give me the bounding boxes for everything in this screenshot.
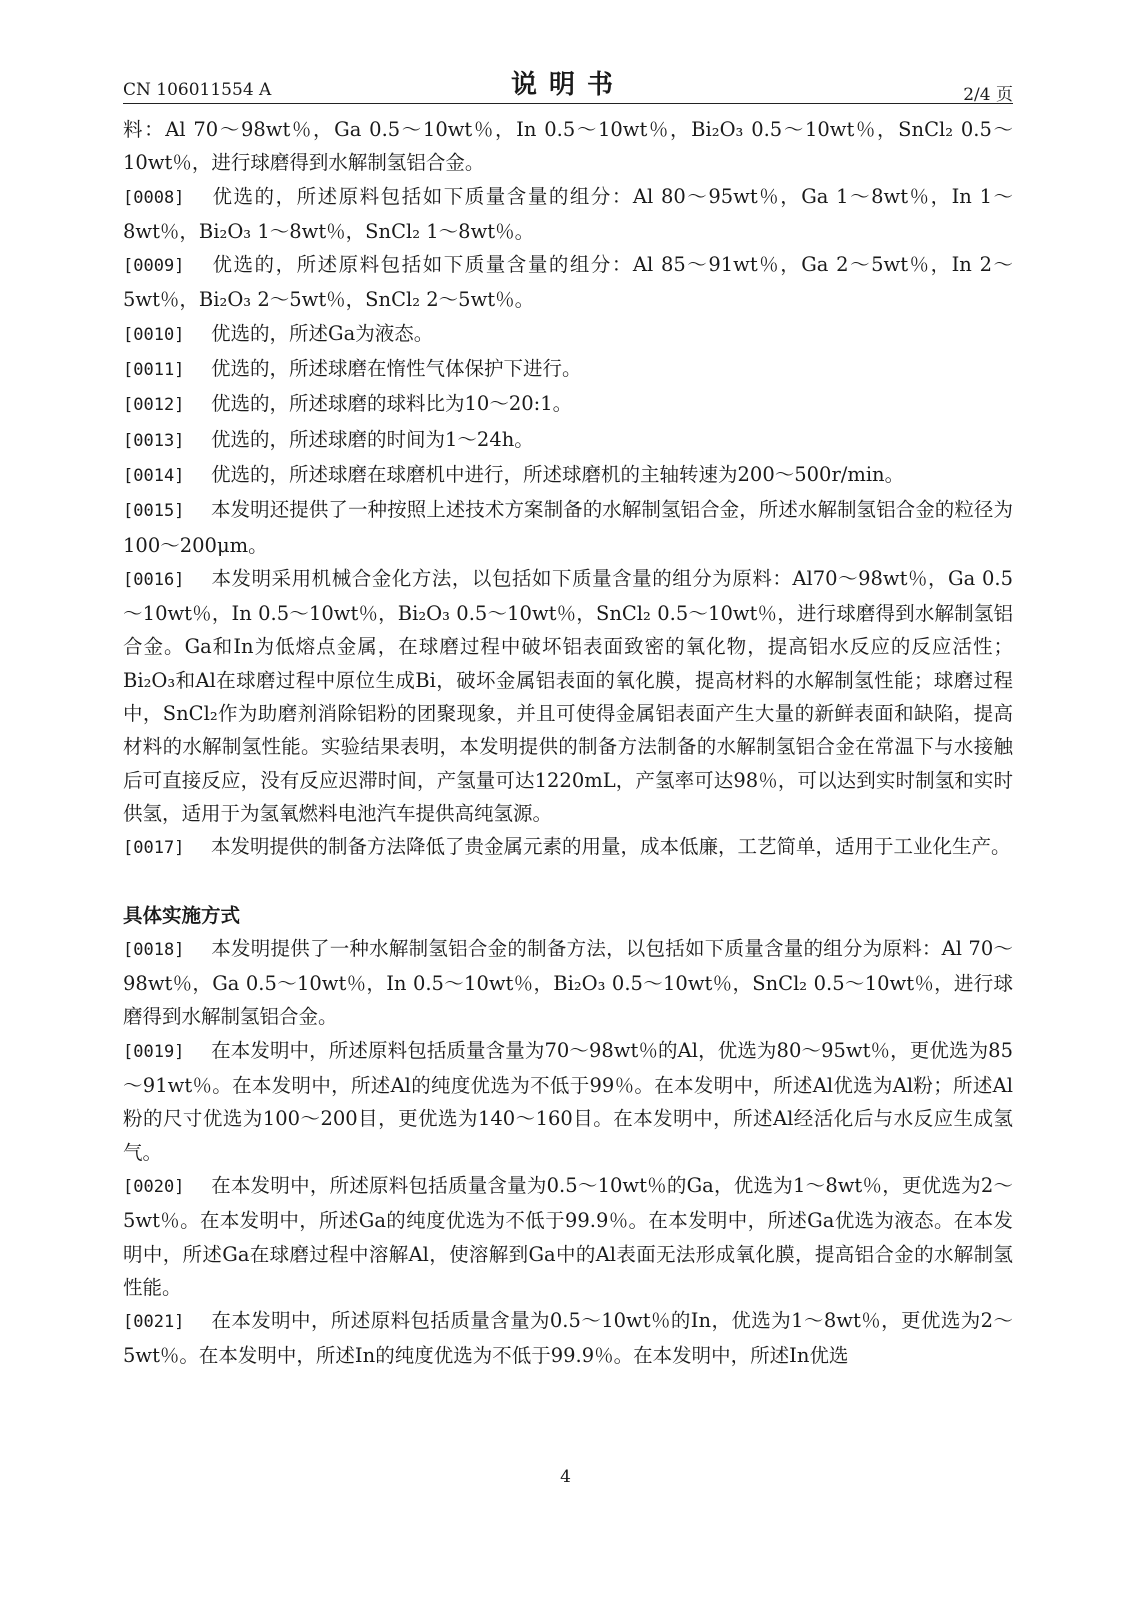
paragraph (123, 248, 1013, 317)
paragraph-number: [0018] (123, 939, 185, 960)
paragraph-number: [0008] (123, 187, 185, 208)
paragraph-text: 本发明提供的制备方法降低了贵金属元素的用量，成本低廉，工艺简单，适用于工业化生产。 (211, 835, 1011, 859)
paragraph-number: [0017] (123, 838, 185, 859)
paragraph (123, 562, 1013, 830)
paragraph (123, 458, 1013, 493)
paragraphs-bottom (123, 932, 1013, 1373)
paragraph (123, 1169, 1013, 1304)
paragraph (123, 830, 1013, 865)
page-of-total: 2/4 页 (963, 85, 1013, 105)
paragraph-text: 优选的，所述球磨在球磨机中进行，所述球磨机的主轴转速为200～500r/min。 (211, 462, 905, 486)
document-number: CN 106011554 A (123, 80, 272, 100)
paragraph-text: 在本发明中，所述原料包括质量含量为0.5～10wt％的Ga，优选为1～8wt％，更优选为2～5wt％。在本发明中，所述Ga的纯度优选为不低于99.9％。在本发明中，所述Ga优选为液态。在本发明中，所述Ga在球磨过程中溶解Al，使溶解到Ga中的Al表面无法形成氧化膜，提高铝合金的水解制氢性能。 (123, 1173, 1013, 1299)
paragraph-text: 优选的，所述球磨的球料比为10～20:1。 (211, 392, 573, 416)
header-rule (123, 103, 1013, 104)
paragraph-text: 料：Al 70～98wt％，Ga 0.5～10wt％，In 0.5～10wt％，Bi₂O₃ 0.5～10wt％，SnCl₂ 0.5～10wt％，进行球磨得到水解制氢铝合金。 (123, 118, 1013, 175)
paragraph-text: 优选的，所述球磨在惰性气体保护下进行。 (211, 357, 582, 381)
paragraph (123, 387, 1013, 422)
paragraph-number: [0011] (123, 360, 185, 381)
paragraph (123, 352, 1013, 387)
paragraph-text: 优选的，所述Ga为液态。 (211, 321, 434, 345)
document-body (123, 113, 1013, 1373)
paragraph (123, 1304, 1013, 1373)
paragraph-text: 本发明采用机械合金化方法，以包括如下质量含量的组分为原料：Al70～98wt％，Ga 0.5～10wt％，In 0.5～10wt％，Bi₂O₃ 0.5～10wt％，SnCl₂ 0.5～10wt％，进行球磨得到水解制氢铝合金。Ga和In为低熔点金属，在球磨过程中破坏铝表面致密的氧化物，提高铝水反应的反应活性；Bi₂O₃和Al在球磨过程中原位生成Bi，破坏金属铝表面的氧化膜，提高材料的水解制氢性能；球磨过程中，SnCl₂作为助磨剂消除铝粉的团聚现象，并且可使得金属铝表面产生大量的新鲜表面和缺陷，提高材料的水解制氢性能。实验结果表明，本发明提供的制备方法制备的水解制氢铝合金在常温下与水接触后可直接反应，没有反应迟滞时间，产氢量可达1220mL，产氢率可达98％，可以达到实时制氢和实时供氢，适用于为氢氧燃料电池汽车提供高纯氢源。 (123, 566, 1013, 825)
paragraph (123, 113, 1013, 180)
paragraph (123, 1034, 1013, 1169)
paragraph-number: [0019] (123, 1041, 185, 1062)
document-title: 说明书 (510, 70, 625, 100)
paragraph-number: [0021] (123, 1312, 185, 1333)
paragraph-text: 本发明还提供了一种按照上述技术方案制备的水解制氢铝合金，所述水解制氢铝合金的粒径为100～200μm。 (123, 498, 1013, 557)
paragraph-text: 在本发明中，所述原料包括质量含量为70～98wt％的Al，优选为80～95wt％，更优选为85～91wt％。在本发明中，所述Al的纯度优选为不低于99％。在本发明中，所述Al优选为Al粉；所述Al粉的尺寸优选为100～200目，更优选为140～160目。在本发明中，所述Al经活化后与水反应生成氢气。 (123, 1038, 1013, 1164)
section-title: 具体实施方式 (123, 903, 241, 927)
paragraph-number: [0014] (123, 465, 185, 486)
paragraphs-top (123, 113, 1013, 866)
paragraph-text: 本发明提供了一种水解制氢铝合金的制备方法，以包括如下质量含量的组分为原料：Al 70～98wt％，Ga 0.5～10wt％，In 0.5～10wt％，Bi₂O₃ 0.5～10wt％，SnCl₂ 0.5～10wt％，进行球磨得到水解制氢铝合金。 (123, 936, 1013, 1029)
paragraph-number: [0015] (123, 501, 185, 522)
paragraph-text: 优选的，所述原料包括如下质量含量的组分：Al 85～91wt％，Ga 2～5wt％，In 2～5wt％，Bi₂O₃ 2～5wt％，SnCl₂ 2～5wt％。 (123, 253, 1013, 312)
page-header (123, 62, 1013, 105)
paragraph-number: [0016] (123, 569, 185, 590)
paragraph (123, 423, 1013, 458)
paragraph (123, 493, 1013, 562)
page-number: 4 (560, 1467, 571, 1487)
paragraph-text: 优选的，所述球磨的时间为1～24h。 (211, 427, 534, 451)
paragraph-number: [0020] (123, 1176, 185, 1197)
paragraph (123, 932, 1013, 1034)
paragraph-number: [0009] (123, 256, 185, 277)
paragraph-number: [0010] (123, 324, 185, 345)
paragraph-number: [0013] (123, 430, 185, 451)
paragraph-text: 优选的，所述原料包括如下质量含量的组分：Al 80～95wt％，Ga 1～8wt％，In 1～8wt％，Bi₂O₃ 1～8wt％，SnCl₂ 1～8wt％。 (123, 184, 1013, 243)
paragraph-text: 在本发明中，所述原料包括质量含量为0.5～10wt％的In，优选为1～8wt％，更优选为2～5wt％。在本发明中，所述In的纯度优选为不低于99.9％。在本发明中，所述In优选 (123, 1309, 1013, 1368)
paragraph (123, 317, 1013, 352)
paragraph-number: [0012] (123, 395, 185, 416)
paragraph (123, 180, 1013, 249)
